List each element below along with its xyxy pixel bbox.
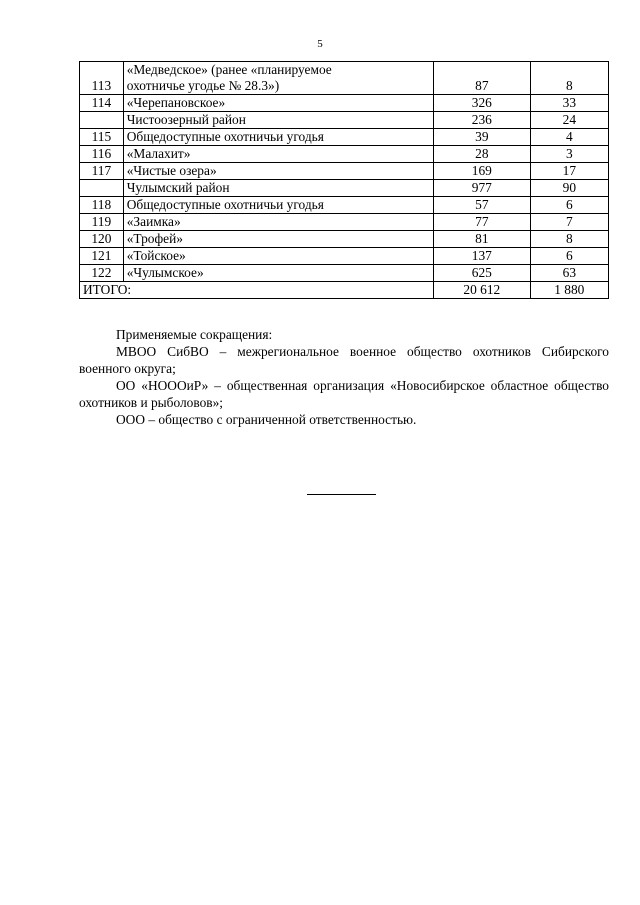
abbreviations-heading: Применяемые сокращения: xyxy=(116,327,273,342)
hunting-grounds-table xyxy=(79,61,609,299)
table-row xyxy=(80,197,609,214)
row-name: «Чулымское» xyxy=(123,265,433,282)
row-name: «Тойское» xyxy=(123,248,433,265)
row-number xyxy=(80,112,124,129)
row-area: 77 xyxy=(434,214,531,231)
row-count: 6 xyxy=(530,197,608,214)
row-count: 3 xyxy=(530,146,608,163)
row-name xyxy=(123,62,433,95)
row-count: 33 xyxy=(530,95,608,112)
row-area: 28 xyxy=(434,146,531,163)
total-count: 1 880 xyxy=(530,282,608,299)
table-row xyxy=(80,129,609,146)
row-area: 57 xyxy=(434,197,531,214)
row-name: «Трофей» xyxy=(123,231,433,248)
row-number: 120 xyxy=(80,231,124,248)
row-area: 977 xyxy=(434,180,531,197)
row-name-line2: охотничье угодье № 28.3») xyxy=(126,78,280,93)
row-count: 8 xyxy=(530,62,608,95)
row-number: 114 xyxy=(80,95,124,112)
row-name: «Заимка» xyxy=(123,214,433,231)
row-area: 39 xyxy=(434,129,531,146)
row-number: 113 xyxy=(80,62,124,95)
row-number: 116 xyxy=(80,146,124,163)
row-area: 81 xyxy=(434,231,531,248)
table-row xyxy=(80,163,609,180)
row-name: Чистоозерный район xyxy=(123,112,433,129)
row-number: 115 xyxy=(80,129,124,146)
row-number: 118 xyxy=(80,197,124,214)
abbreviation-item: МВОО СибВО – межрегиональное военное общество охотников Сибирского военного округа; xyxy=(79,344,609,376)
page-number: 5 xyxy=(317,38,323,50)
table-row xyxy=(80,146,609,163)
table-row xyxy=(80,214,609,231)
row-count: 7 xyxy=(530,214,608,231)
row-area: 625 xyxy=(434,265,531,282)
row-area: 236 xyxy=(434,112,531,129)
row-area: 169 xyxy=(434,163,531,180)
table-row xyxy=(80,265,609,282)
row-name: «Чистые озера» xyxy=(123,163,433,180)
total-label: ИТОГО: xyxy=(80,282,434,299)
row-count: 90 xyxy=(530,180,608,197)
row-name: Общедоступные охотничьи угодья xyxy=(123,197,433,214)
row-number xyxy=(80,180,124,197)
row-area: 326 xyxy=(434,95,531,112)
row-count: 6 xyxy=(530,248,608,265)
abbreviation-item: ООО – общество с ограниченной ответственностью. xyxy=(116,412,417,427)
table-row xyxy=(80,180,609,197)
table-row xyxy=(80,95,609,112)
abbreviations-section xyxy=(79,326,609,428)
row-count: 4 xyxy=(530,129,608,146)
row-name: «Малахит» xyxy=(123,146,433,163)
total-area: 20 612 xyxy=(434,282,531,299)
table-row xyxy=(80,112,609,129)
row-count: 24 xyxy=(530,112,608,129)
row-name: Общедоступные охотничьи угодья xyxy=(123,129,433,146)
row-number: 121 xyxy=(80,248,124,265)
row-count: 17 xyxy=(530,163,608,180)
row-number: 117 xyxy=(80,163,124,180)
row-area: 87 xyxy=(434,62,531,95)
row-number: 122 xyxy=(80,265,124,282)
row-count: 63 xyxy=(530,265,608,282)
table-row xyxy=(80,231,609,248)
row-count: 8 xyxy=(530,231,608,248)
table-row xyxy=(80,248,609,265)
separator-line xyxy=(307,494,376,495)
row-name: «Черепановское» xyxy=(123,95,433,112)
table-row xyxy=(80,62,609,95)
row-area: 137 xyxy=(434,248,531,265)
total-row xyxy=(80,282,609,299)
row-name-line1: «Медведское» (ранее «планируемое xyxy=(126,62,332,77)
abbreviation-item: ОО «НОООиР» – общественная организация «Новосибирское областное общество охотников и рыболовов»; xyxy=(79,378,609,410)
row-number: 119 xyxy=(80,214,124,231)
row-name: Чулымский район xyxy=(123,180,433,197)
